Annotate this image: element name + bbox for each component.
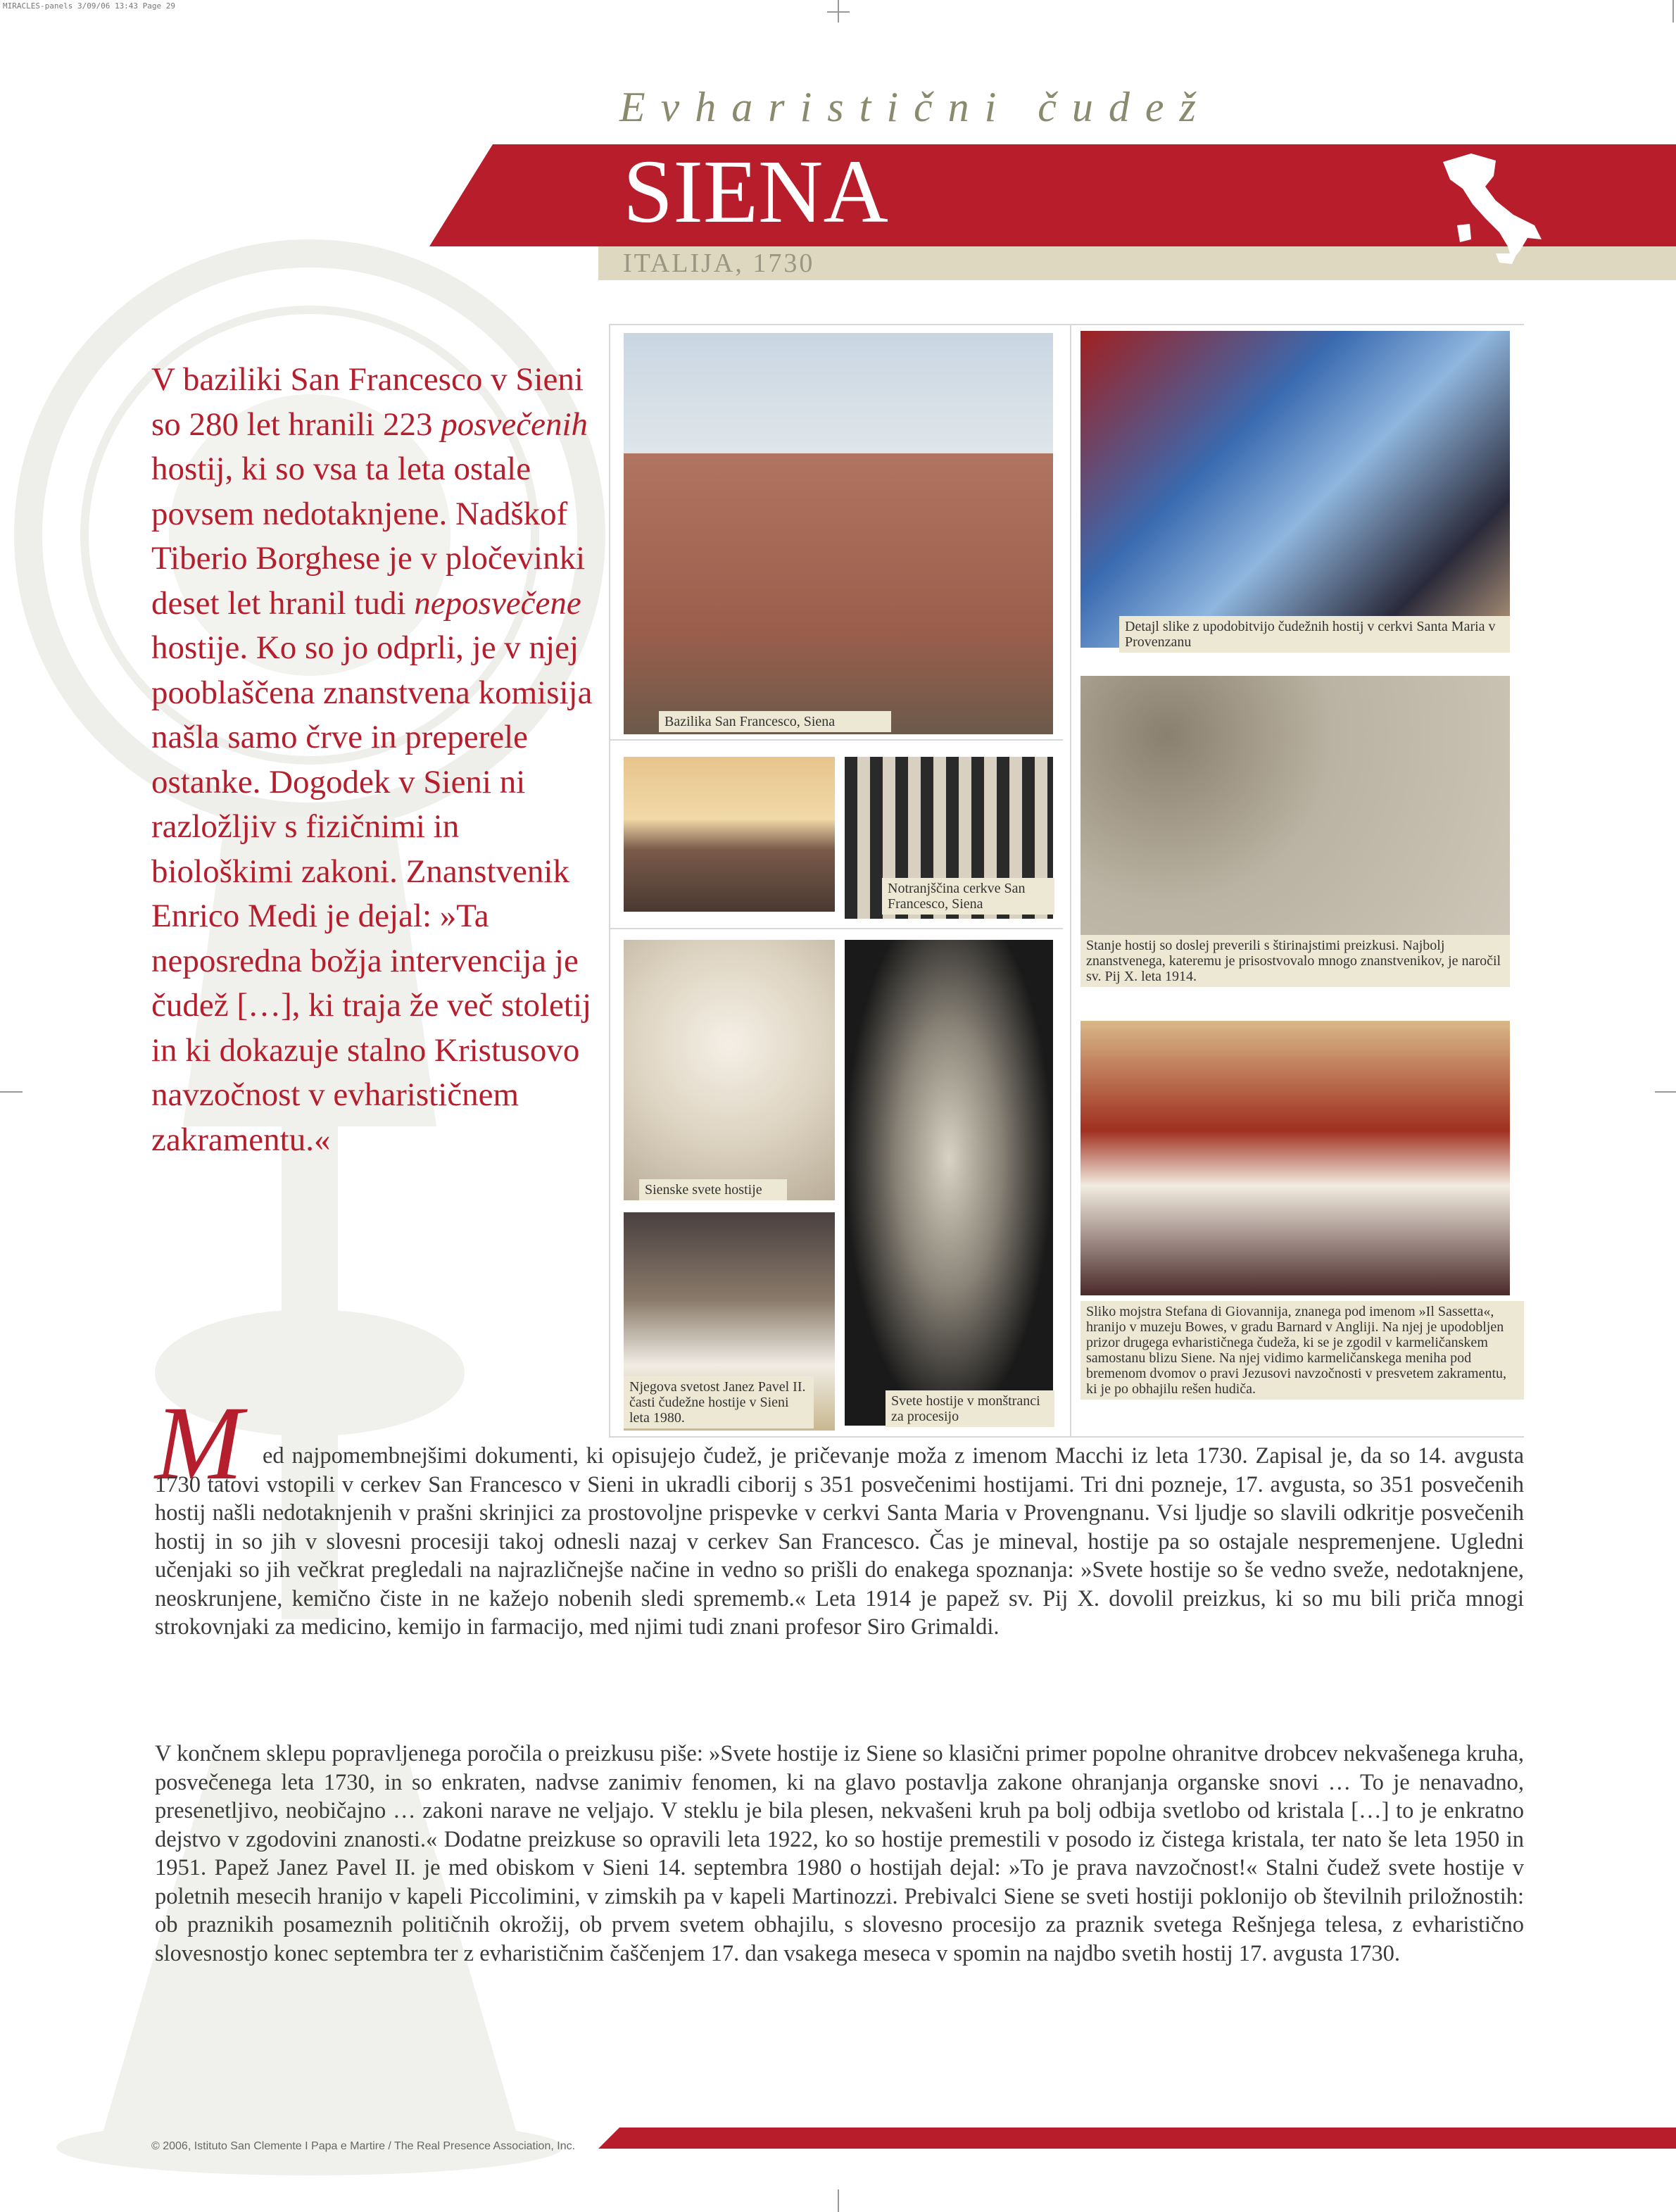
crop-mark — [838, 2189, 839, 2212]
crop-mark — [1655, 1091, 1676, 1093]
body-paragraph-2 — [155, 1740, 1524, 1968]
intro-paragraph — [151, 358, 602, 1162]
caption-monstrance: Svete hostije v monštranci za procesijo — [886, 1390, 1054, 1427]
print-header: MIRACLES-panels 3/09/06 13:43 Page 29 — [3, 1, 176, 11]
italy-map-icon — [1429, 148, 1549, 268]
intro-text-part: V baziliki San Francesco v Sieni so 280 let hranili 223 — [151, 361, 584, 443]
copyright-footer: © 2006, Istituto San Clemente I Papa e Martire / The Real Presence Association, Inc. — [151, 2140, 576, 2152]
painting-detail-photo — [1080, 331, 1510, 648]
church-exterior-photo — [624, 757, 835, 912]
drop-cap: M — [155, 1385, 243, 1502]
caption-interior: Notranjščina cerkve San Francesco, Siena — [882, 878, 1054, 915]
caption-pope: Njegova svetost Janez Pavel II. časti čudežne hostije v Sieni leta 1980. — [624, 1376, 814, 1428]
hosts-state-photo — [1080, 676, 1510, 972]
body-paragraph-1 — [155, 1442, 1524, 1642]
divider — [609, 324, 1524, 325]
caption-basilica: Bazilika San Francesco, Siena — [659, 711, 891, 732]
caption-painting-detail: Detajl slike z upodobitvijo čudežnih hostij v cerkvi Santa Maria v Provenzanu — [1119, 616, 1510, 653]
divider — [1070, 324, 1071, 1436]
caption-hosts-state: Stanje hostij so doslej preverili s štirinajstimi preizkusi. Najbolj znanstvenega, kateremu je prisostvovalo mnogo znanstvenikov, je naročil sv. Pij X. leta 1914. — [1080, 935, 1510, 987]
page-title: SIENA — [623, 142, 888, 241]
intro-text-part: hostije. Ko so jo odprli, je v njej pooblaščena znanstvena komisija našla samo črve in preperele ostanke. Dogodek v Sieni ni razložljiv s fizičnimi in biološkimi zakoni. Znanstvenik Enrico Medi je dejal: »Ta neposredna božja intervencija je čudež […], ki traja že več stoletij in ki dokazuje stalno Kristusovo navzočnost v evharističnem zakramentu.« — [151, 629, 593, 1158]
footer-band — [619, 2128, 1676, 2149]
sassetta-painting-photo — [1080, 1021, 1510, 1295]
divider — [609, 928, 1063, 929]
divider — [609, 1436, 1524, 1438]
divider — [609, 324, 610, 1436]
sacred-hosts-photo — [624, 940, 835, 1200]
intro-text-part: hostij, ki so vsa ta leta ostale povsem nedotaknjene. Nadškof Tiberio Borghese je v pločevinki deset let hranil tudi — [151, 451, 586, 622]
intro-emphasis: neposvečene — [414, 584, 581, 622]
crop-mark — [1672, 0, 1674, 23]
monstrance-photo — [845, 940, 1053, 1426]
body-text-1: ed najpomembnejšimi dokumenti, ki opisujejo čudež, je pričevanje moža z imenom Macchi iz leta 1730. Zapisal je, da so 14. avgusta 1730 tatovi vstopili v cerkev San Francesco v Sieni in ukradli ciborij s 351 posvečenimi hostijami. Tri dni pozneje, 17. avgusta, so 351 posvečenih hostij našli nedotaknjenih v prašni skrinjici za prostovoljne prispevke v cerkvi Santa Maria v Provengnanu. Vsi ljudje so slavili odkritje posvečenih hostij in so jih v slovesni procesiji takoj odnesli nazaj v cerkev San Francesco. Čas je mineval, hostije pa so ostajale nespremenjene. Ugledni učenjaki so jih večkrat pregledali na najrazličnejše načine in vedno so prišli do enakega spoznanja: »Svete hostije so še vedno sveže, nedotaknjene, neoskrunjene, kemično čiste in ne kažejo nobenih sledi sprememb.« Leta 1914 je papež sv. Pij X. dovolil preizkus, ki so mu bili priča mnogi strokovnjaki za medicino, kemijo in farmacijo, med njimi tudi znani profesor Siro Grimaldi. — [155, 1443, 1524, 1640]
location-year: ITALIJA, 1730 — [623, 249, 815, 278]
caption-hosts: Sienske svete hostije — [639, 1179, 787, 1200]
divider — [609, 739, 1063, 741]
crop-mark — [827, 11, 850, 13]
intro-emphasis: posvečenih — [441, 406, 588, 443]
basilica-photo — [624, 333, 1053, 734]
miracle-subtitle: Evharistični čudež — [619, 84, 1211, 130]
body-text-2: V končnem sklepu popravljenega poročila o preizkusu piše: »Svete hostije iz Siene so klasični primer popolne ohranitve drobcev nekvašenega kruha, posvečenega leta 1730, in so enkraten, nadvse zanimiv fenomen, ki na glavo postavlja zakone ohranjanja organske snovi … To je nenavadno, presenetljivo, neobičajno … zakoni narave ne veljajo. V steklu je bila plesen, nekvašeni kruh pa bolj odbija svetlobo od kristala […] to je enkratno dejstvo v zgodovini znanosti.« Dodatne preizkuse so opravili leta 1922, ko so hostije premestili v posodo iz čistega kristala, ter nato še leta 1950 in 1951. Papež Janez Pavel II. je med obiskom v Sieni 14. septembra 1980 o hostijah dejal: »To je prava navzočnost!« Stalni čudež svete hostije v poletnih mesecih hranijo v kapeli Piccolimini, v zimskih pa v kapeli Martinozzi. Prebivalci Siene se sveti hostiji poklonijo ob številnih priložnostih: ob praznikih posameznih političnih okrožij, ob prvem svetem obhajilu, s slovesno procesijo za praznik svetega Rešnjega telesa, z evharistično slovesnostjo konec septembra ter z evharističnim čaščenjem 17. dan vsakega meseca v spomin na najdbo svetih hostij 17. avgusta 1730. — [155, 1741, 1524, 1966]
caption-sassetta: Sliko mojstra Stefana di Giovannija, znanega pod imenom »Il Sassetta«, hranijo v muzeju Bowes, v gradu Barnard v Angliji. Na njej je upodobljen prizor drugega evharističnega čudeža, ki se je zgodil v karmeličanskem samostanu blizu Siene. Na njej vidimo karmeličanskega meniha pod bremenom dvomov o pravi Jezusovi navzočnosti v presvetem zakramentu, ki je po obhajilu rešen hudiča. — [1080, 1301, 1524, 1400]
